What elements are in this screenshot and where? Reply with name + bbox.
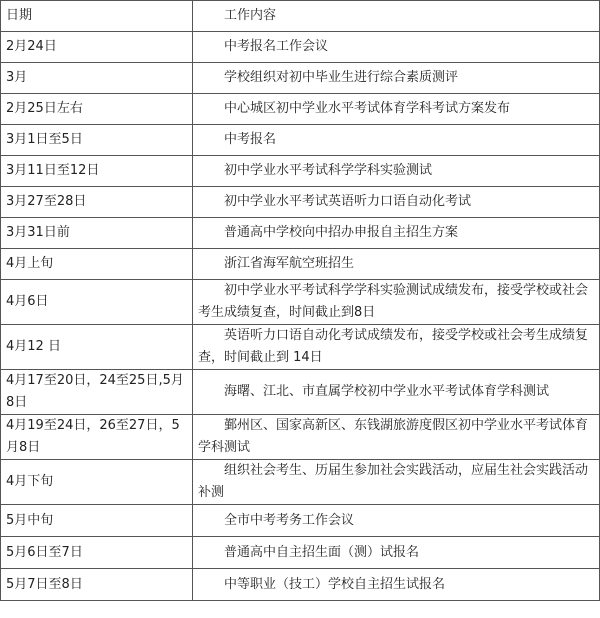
row-date: 3月27至28日 <box>1 187 193 218</box>
row-date: 3月31日前 <box>1 218 193 249</box>
table-row <box>1 569 600 601</box>
table-row <box>1 537 600 569</box>
table-header-row <box>1 1 600 32</box>
row-content: 初中学业水平考试科学学科实验测试 <box>193 156 600 187</box>
table-row <box>1 156 600 187</box>
row-content: 中考报名工作会议 <box>193 32 600 63</box>
row-date: 5月7日至8日 <box>1 569 193 601</box>
row-date: 4月17至20日，24至25日,5月8日 <box>1 370 193 415</box>
table-row <box>1 249 600 280</box>
table-row <box>1 94 600 125</box>
row-date: 3月1日至5日 <box>1 125 193 156</box>
row-date: 2月24日 <box>1 32 193 63</box>
table-row <box>1 32 600 63</box>
row-content: 中考报名 <box>193 125 600 156</box>
row-content: 英语听力口语自动化考试成绩发布，接受学校或社会考生成绩复查，时间截止到 14日 <box>193 325 600 370</box>
table-row <box>1 218 600 249</box>
row-date: 4月下旬 <box>1 460 193 505</box>
row-date: 4月上旬 <box>1 249 193 280</box>
row-date: 4月6日 <box>1 280 193 325</box>
row-content: 鄞州区、国家高新区、东钱湖旅游度假区初中学业水平考试体育学科测试 <box>193 415 600 460</box>
row-date: 5月6日至7日 <box>1 537 193 569</box>
row-content: 全市中考考务工作会议 <box>193 505 600 537</box>
table-row <box>1 280 600 325</box>
row-date: 4月12 日 <box>1 325 193 370</box>
row-date: 3月 <box>1 63 193 94</box>
row-content: 中等职业（技工）学校自主招生试报名 <box>193 569 600 601</box>
table-row <box>1 415 600 460</box>
table-row <box>1 460 600 505</box>
row-content: 初中学业水平考试英语听力口语自动化考试 <box>193 187 600 218</box>
table-row <box>1 63 600 94</box>
row-date: 3月11日至12日 <box>1 156 193 187</box>
row-content: 普通高中学校向中招办申报自主招生方案 <box>193 218 600 249</box>
table-row <box>1 125 600 156</box>
row-date: 4月19至24日，26至27日，5月8日 <box>1 415 193 460</box>
row-content: 浙江省海军航空班招生 <box>193 249 600 280</box>
table-row <box>1 505 600 537</box>
header-date: 日期 <box>1 1 193 32</box>
table-row <box>1 325 600 370</box>
row-content: 海曙、江北、市直属学校初中学业水平考试体育学科测试 <box>193 370 600 415</box>
row-content: 初中学业水平考试科学学科实验测试成绩发布，接受学校或社会考生成绩复查，时间截止到8日 <box>193 280 600 325</box>
row-content: 学校组织对初中毕业生进行综合素质测评 <box>193 63 600 94</box>
row-content: 组织社会考生、历届生参加社会实践活动，应届生社会实践活动补测 <box>193 460 600 505</box>
row-content: 中心城区初中学业水平考试体育学科考试方案发布 <box>193 94 600 125</box>
header-content: 工作内容 <box>193 1 600 32</box>
row-date: 5月中旬 <box>1 505 193 537</box>
row-content: 普通高中自主招生面（测）试报名 <box>193 537 600 569</box>
table-row <box>1 370 600 415</box>
row-date: 2月25日左右 <box>1 94 193 125</box>
table-row <box>1 187 600 218</box>
